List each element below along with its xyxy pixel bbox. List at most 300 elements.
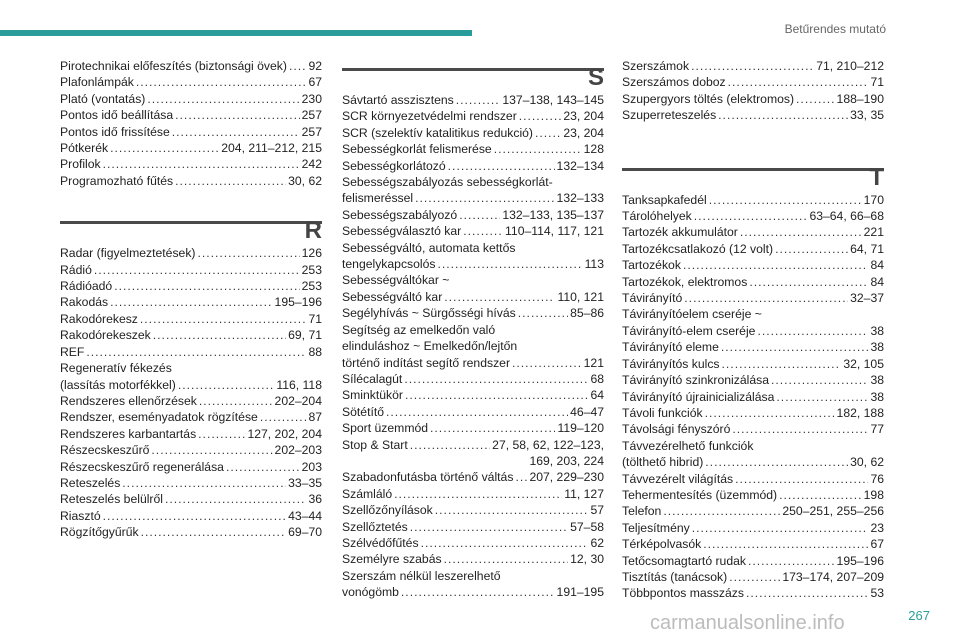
index-entry-pages: 198 [863, 487, 884, 502]
index-entry-term: Távoli funkciók [622, 405, 703, 420]
index-entry-pages: 33, 35 [850, 108, 884, 123]
index-entry-term: Tartozékok, elektromos [622, 274, 748, 289]
dot-leader [796, 91, 835, 107]
index-entry [60, 245, 322, 261]
index-entry-term: Profilok [60, 157, 101, 172]
index-entry-pages: 110–114, 117, 121 [505, 224, 604, 239]
index-entry-term: Rendszeres karbantartás [60, 426, 197, 441]
dot-leader [165, 491, 306, 507]
index-entry-pages: 128 [583, 142, 604, 157]
index-entry-term: tengelykapcsolós [342, 257, 436, 272]
index-entry [622, 257, 884, 273]
index-entry-term: Reteszelés belülről [60, 492, 163, 507]
index-entry-pages: 46–47 [570, 404, 604, 419]
dot-leader [110, 294, 272, 310]
index-entry-pages: 32, 105 [843, 356, 884, 371]
index-entry-pages: 62 [590, 535, 604, 550]
dot-leader [512, 355, 582, 371]
entry-group-s-c [342, 371, 604, 437]
index-entry-pages: 132–133 [556, 191, 604, 206]
dot-leader [721, 339, 869, 355]
dot-leader [197, 245, 299, 261]
index-entry [60, 327, 322, 343]
index-entry [60, 409, 322, 425]
entry-group-s-a [342, 92, 604, 174]
dot-leader [421, 535, 589, 551]
dot-leader [175, 173, 286, 189]
index-entry-pages: 57 [590, 503, 604, 518]
dot-leader [226, 459, 300, 475]
page-number: 267 [908, 608, 930, 623]
index-entry [60, 344, 322, 360]
index-entry-term: Sílécalagút [342, 371, 403, 386]
index-entry-pages: 88 [308, 344, 322, 359]
index-entry-pages: 71 [870, 75, 884, 90]
index-entry-pages: 221 [863, 225, 884, 240]
index-entry [342, 437, 604, 453]
index-entry [622, 290, 884, 306]
index-entry [342, 387, 604, 403]
entry-group-s-segely [342, 305, 604, 321]
index-entry [60, 393, 322, 409]
index-entry-pages: 257 [301, 108, 322, 123]
index-entry-term: Sport üzemmód [342, 421, 429, 436]
index-entry [342, 355, 604, 371]
index-entry-term: Tanksapkafedél [622, 192, 707, 207]
section-divider [60, 221, 322, 224]
dot-leader [684, 290, 848, 306]
section-divider [342, 68, 604, 71]
index-entry-pages: 76 [870, 471, 884, 486]
dot-leader [198, 426, 245, 442]
dot-leader [779, 487, 862, 503]
index-entry-pages: 195–196 [274, 295, 322, 310]
index-entry-term: Részecskeszűrő regenerálása [60, 459, 224, 474]
dot-leader [729, 569, 780, 585]
index-entry-pages: 36 [308, 492, 322, 507]
index-entry [342, 223, 604, 239]
index-entry-pages: 250–251, 255–256 [782, 504, 884, 519]
index-entry [622, 503, 884, 519]
index-entry-pages: 230 [301, 91, 322, 106]
index-entry-term: Rakodórekeszek [60, 328, 151, 343]
index-entry-pages: 182, 188 [836, 405, 884, 420]
index-entry-pages: 27, 58, 62, 122–123, [492, 437, 604, 452]
dot-leader [444, 289, 555, 305]
entry-group-sz [622, 58, 884, 124]
index-entry-pages: 69, 71 [288, 328, 322, 343]
index-entry-pages: 67 [308, 75, 322, 90]
index-entry [60, 124, 322, 140]
index-entry-pages: 33–35 [288, 475, 322, 490]
index-entry [622, 553, 884, 569]
index-entry-continued: elinduláshoz ~ Emelkedőn/lejtőn [342, 339, 518, 354]
dot-leader [728, 74, 869, 90]
index-entry [60, 475, 322, 491]
index-entry [342, 519, 604, 535]
entry-group-s-b [342, 207, 604, 240]
dot-leader [405, 387, 588, 403]
index-entry [342, 551, 604, 567]
dot-leader [394, 486, 562, 502]
index-entry [342, 371, 604, 387]
index-entry-pages: 203 [301, 459, 322, 474]
entry-group-p [60, 58, 322, 189]
index-column-3 [622, 58, 884, 602]
index-entry-continued: Távirányítóelem cseréje ~ [622, 307, 762, 322]
index-entry-pages: 127, 202, 204 [247, 426, 322, 441]
index-entry [342, 486, 604, 502]
index-entry-continued: Szerszám nélkül leszerelhető [342, 568, 501, 583]
dot-leader [692, 520, 869, 536]
entry-group-r-a [60, 245, 322, 360]
index-entry-continued: Sebességváltó, automata kettős [342, 240, 516, 255]
index-entry [622, 372, 884, 388]
index-entry-term: Távvezérelt világítás [622, 471, 734, 486]
index-entry-pages: 11, 127 [564, 486, 604, 501]
index-entry [622, 107, 884, 123]
index-entry-pages: 121 [583, 355, 604, 370]
index-entry [60, 262, 322, 278]
index-entry [342, 207, 604, 223]
index-entry-term: Sebességkorlát felismerése [342, 142, 492, 157]
index-entry-term: Teljesítmény [622, 520, 690, 535]
dot-leader [705, 454, 848, 470]
index-entry-term: REF [60, 344, 85, 359]
entry-group-s-d [342, 469, 604, 567]
dot-leader [103, 156, 300, 172]
index-entry-term: Személyre szabás [342, 552, 442, 567]
index-entry [342, 108, 604, 124]
index-entry-pages: 23 [870, 520, 884, 535]
index-entry [60, 156, 322, 172]
index-entry-term: Számláló [342, 486, 393, 501]
dot-leader [435, 502, 589, 518]
index-entry [60, 508, 322, 524]
index-entry-pages: 188–190 [836, 91, 884, 106]
index-entry-pages: 207, 229–230 [529, 470, 604, 485]
index-entry-term: Sötétítő [342, 404, 385, 419]
index-entry [622, 323, 884, 339]
index-entry-pages: 63–64, 66–68 [809, 209, 884, 224]
index-entry-pages: 202–204 [274, 393, 322, 408]
index-entry-pages: 32–37 [850, 291, 884, 306]
index-entry-term: Szupergyors töltés (elektromos) [622, 91, 795, 106]
letter-section-t [622, 152, 884, 192]
index-entry-pages: 23, 204 [563, 109, 604, 124]
index-entry-term: SCR környezetvédelmi rendszer [342, 109, 517, 124]
dot-leader [518, 305, 568, 321]
index-entry-pages: 173–174, 207–209 [782, 569, 884, 584]
index-entry-pages: 195–196 [836, 553, 884, 568]
index-entry-term: Rádió [60, 262, 92, 277]
index-entry [342, 420, 604, 436]
index-entry-pages: 257 [301, 124, 322, 139]
dot-leader [199, 393, 273, 409]
index-entry-term: Tartozékok [622, 258, 681, 273]
index-entry [342, 305, 604, 321]
index-entry [622, 339, 884, 355]
index-entry [60, 173, 322, 189]
index-entry-term: Reteszelés [60, 475, 121, 490]
index-entry-continued: Segítség az emelkedőn való [342, 322, 496, 337]
dot-leader [410, 519, 568, 535]
index-entry-term: Tetőcsomagtartó rudak [622, 553, 746, 568]
index-entry-term: Tehermentesítés (üzemmód) [622, 487, 778, 502]
index-entry-term: Rádióadó [60, 279, 113, 294]
index-entry-term: Pótkerék [60, 141, 109, 156]
index-entry-pages: 38 [870, 340, 884, 355]
dot-leader [172, 124, 300, 140]
index-entry-pages: 38 [870, 389, 884, 404]
dot-leader [757, 323, 868, 339]
dot-leader [515, 469, 527, 485]
index-entry-pages: 113 [584, 257, 604, 272]
index-entry [342, 469, 604, 485]
index-entry [60, 140, 322, 156]
index-entry [622, 389, 884, 405]
index-entry-pages: 64 [590, 388, 604, 403]
index-entry-term: Távirányító szinkronizálása [622, 373, 769, 388]
index-entry [60, 74, 322, 90]
index-entry-term: Sminktükör [342, 388, 403, 403]
index-entry-term: Térképolvasók [622, 537, 702, 552]
index-entry-pages: 204, 211–212, 215 [221, 141, 322, 156]
index-entry [342, 92, 604, 108]
entry-group-t-tv [622, 454, 884, 470]
index-entry [342, 190, 604, 206]
index-entry-term: SCR (szelektív katalitikus redukció) [342, 125, 533, 140]
dot-leader [401, 584, 555, 600]
dot-leader [415, 190, 554, 206]
index-entry [622, 74, 884, 90]
index-entry-term: felismeréssel [342, 191, 414, 206]
entry-group-s-seg [342, 355, 604, 371]
dot-leader [175, 107, 300, 123]
dot-leader [519, 108, 562, 124]
index-entry-pages: 43–44 [288, 508, 322, 523]
dot-leader [178, 377, 275, 393]
index-entry [342, 256, 604, 272]
index-entry-term: Tartozékcsatlakozó (12 volt) [622, 241, 774, 256]
index-entry [60, 278, 322, 294]
index-entry-term: Segélyhívás ~ Sürgősségi hívás [342, 306, 516, 321]
dot-leader [386, 404, 568, 420]
index-entry [622, 192, 884, 208]
dot-leader [703, 536, 868, 552]
dot-leader [748, 553, 835, 569]
dot-leader [749, 274, 868, 290]
index-entry-pages: 242 [301, 157, 322, 172]
dot-leader [735, 471, 868, 487]
dot-leader [746, 585, 869, 601]
index-entry-pages: 132–133, 135–137 [502, 207, 604, 222]
index-entry-pages: 170 [863, 192, 884, 207]
entry-group-s-szer [342, 584, 604, 600]
index-entry-pages: 71, 210–212 [816, 59, 884, 73]
index-entry-term: Sebességkorlátozó [342, 158, 446, 173]
index-entry-pages: 77 [870, 422, 884, 437]
index-entry-pages: 110, 121 [557, 289, 604, 304]
index-entry-term: Részecskeszűrő [60, 443, 150, 458]
index-entry-pages: 64, 71 [850, 241, 884, 256]
index-entry-pages: 92 [308, 59, 322, 73]
dot-leader [691, 58, 814, 74]
index-entry-term: Pirotechnikai előfeszítés (biztonsági övek) [60, 59, 287, 73]
index-entry-pages: 126 [301, 246, 322, 261]
dot-leader [456, 92, 501, 108]
dot-leader [683, 257, 869, 273]
dot-leader [722, 356, 842, 372]
section-divider [622, 168, 884, 171]
entry-group-s-auto [342, 256, 604, 272]
dot-leader [86, 344, 306, 360]
dot-leader [718, 107, 848, 123]
index-entry-term: Programozható fűtés [60, 173, 174, 188]
index-entry-term: Sebességváltó kar [342, 289, 443, 304]
index-entry-term: Távolsági fényszóró [622, 422, 731, 437]
index-entry-pages: 12, 30 [570, 552, 604, 567]
index-entry [622, 569, 884, 585]
index-entry-pages: 137–138, 143–145 [502, 93, 604, 107]
dot-leader [140, 311, 307, 327]
dot-leader [775, 241, 848, 257]
index-entry-pages: 57–58 [570, 519, 604, 534]
index-entry [60, 107, 322, 123]
index-entry-pages: 23, 204 [563, 125, 604, 140]
index-entry-term: Plafonlámpák [60, 75, 134, 90]
dot-leader [94, 262, 300, 278]
index-entry-pages: 116, 118 [276, 377, 322, 392]
index-entry-pages: 253 [301, 262, 322, 277]
index-entry [342, 289, 604, 305]
entry-group-s-stop [342, 437, 604, 453]
index-entry-term: történő indítást segítő rendszer [342, 355, 511, 370]
index-entry-pages-continued: 169, 203, 224 [529, 453, 604, 468]
dot-leader [141, 524, 287, 540]
index-entry-term: Távirányító [622, 291, 683, 306]
index-entry-term: Távirányító-elem cseréje [622, 323, 756, 338]
index-entry [622, 520, 884, 536]
entry-group-t-a [622, 192, 884, 307]
index-entry-term: Szellőzőnyílások [342, 503, 433, 518]
index-entry-term: vonógömb [342, 585, 399, 600]
dot-leader [709, 192, 862, 208]
index-entry [342, 404, 604, 420]
dot-leader [110, 140, 219, 156]
index-entry-term: Távirányítós kulcs [622, 356, 720, 371]
index-entry-pages: 68 [590, 371, 604, 386]
index-entry [622, 241, 884, 257]
index-entry-continued: Sebességszabályozás sebességkorlát- [342, 175, 553, 190]
index-entry-pages: 38 [870, 323, 884, 338]
index-entry-pages: 30, 62 [288, 173, 322, 188]
dot-leader [535, 125, 561, 141]
index-entry-term: Szerszámos doboz [622, 75, 726, 90]
dot-leader [732, 421, 868, 437]
dot-leader [463, 223, 503, 239]
index-entry [622, 208, 884, 224]
index-entry [60, 294, 322, 310]
index-entry [342, 535, 604, 551]
watermark: carmanualsonline.info [650, 612, 845, 634]
index-entry-continued: Távvezérelhető funkciók [622, 438, 754, 453]
index-entry-term: Távirányító újrainicializálása [622, 389, 775, 404]
index-entry-pages: 253 [301, 279, 322, 294]
index-entry-term: Radar (figyelmeztetések) [60, 246, 196, 261]
index-entry-term: Stop & Start [342, 437, 408, 452]
index-entry [342, 584, 604, 600]
dot-leader [114, 278, 299, 294]
index-entry-term: Szabadonfutásba történő váltás [342, 470, 514, 485]
index-entry-term: Rendszer, eseményadatok rögzítése [60, 410, 258, 425]
index-entry [622, 356, 884, 372]
index-entry-pages: 30, 62 [850, 455, 884, 470]
index-entry-term: Tartozék akkumulátor [622, 225, 738, 240]
dot-leader [663, 503, 780, 519]
index-entry [342, 158, 604, 174]
entry-group-t-c [622, 471, 884, 602]
index-entry-term: (lassítás motorfékkel) [60, 377, 176, 392]
index-entry-term: Sebességválasztó kar [342, 224, 462, 239]
index-entry-term: Távirányító eleme [622, 340, 719, 355]
entry-group-s-seb [342, 190, 604, 206]
index-entry-term: Pontos idő frissítése [60, 124, 170, 139]
dot-leader [740, 224, 862, 240]
index-entry [60, 442, 322, 458]
index-entry-term: Sávtartó asszisztens [342, 93, 454, 107]
section-letter: T [869, 163, 884, 191]
index-column-1 [60, 58, 322, 541]
index-entry [622, 585, 884, 601]
index-column-2 [342, 52, 604, 601]
index-entry-pages: 71 [308, 311, 322, 326]
index-entry-term: Riasztó [60, 508, 101, 523]
index-entry-term: Szellőztetés [342, 519, 408, 534]
index-entry-pages: 119–120 [557, 421, 604, 436]
index-entry [622, 224, 884, 240]
dot-leader [404, 371, 588, 387]
index-entry-term: Tárolóhelyek [622, 209, 692, 224]
index-entry [622, 405, 884, 421]
index-entry [342, 141, 604, 157]
dot-leader [260, 409, 307, 425]
index-entry-term: Rögzítőgyűrűk [60, 525, 139, 540]
index-entry-term: Sebességszabályozó [342, 207, 458, 222]
index-entry-pages: 38 [870, 373, 884, 388]
dot-leader [153, 327, 286, 343]
dot-leader [136, 74, 307, 90]
dot-leader [103, 508, 286, 524]
dot-leader [448, 158, 555, 174]
index-entry-pages: 84 [870, 258, 884, 273]
index-entry-term: Tisztítás (tanácsok) [622, 569, 728, 584]
dot-leader [494, 141, 582, 157]
index-entry-term: Plató (vontatás) [60, 91, 146, 106]
index-entry-term: Rakodás [60, 295, 109, 310]
index-entry-continued: Sebességváltókar ~ [342, 273, 450, 288]
index-entry [622, 91, 884, 107]
section-letter: R [304, 217, 322, 245]
index-entry [342, 502, 604, 518]
index-entry [622, 58, 884, 74]
index-entry [622, 471, 884, 487]
dot-leader [459, 207, 500, 223]
index-entry-term: Pontos idő beállítása [60, 108, 174, 123]
index-entry-continued: Regeneratív fékezés [60, 361, 172, 376]
index-entry [622, 274, 884, 290]
section-letter: S [587, 64, 604, 91]
